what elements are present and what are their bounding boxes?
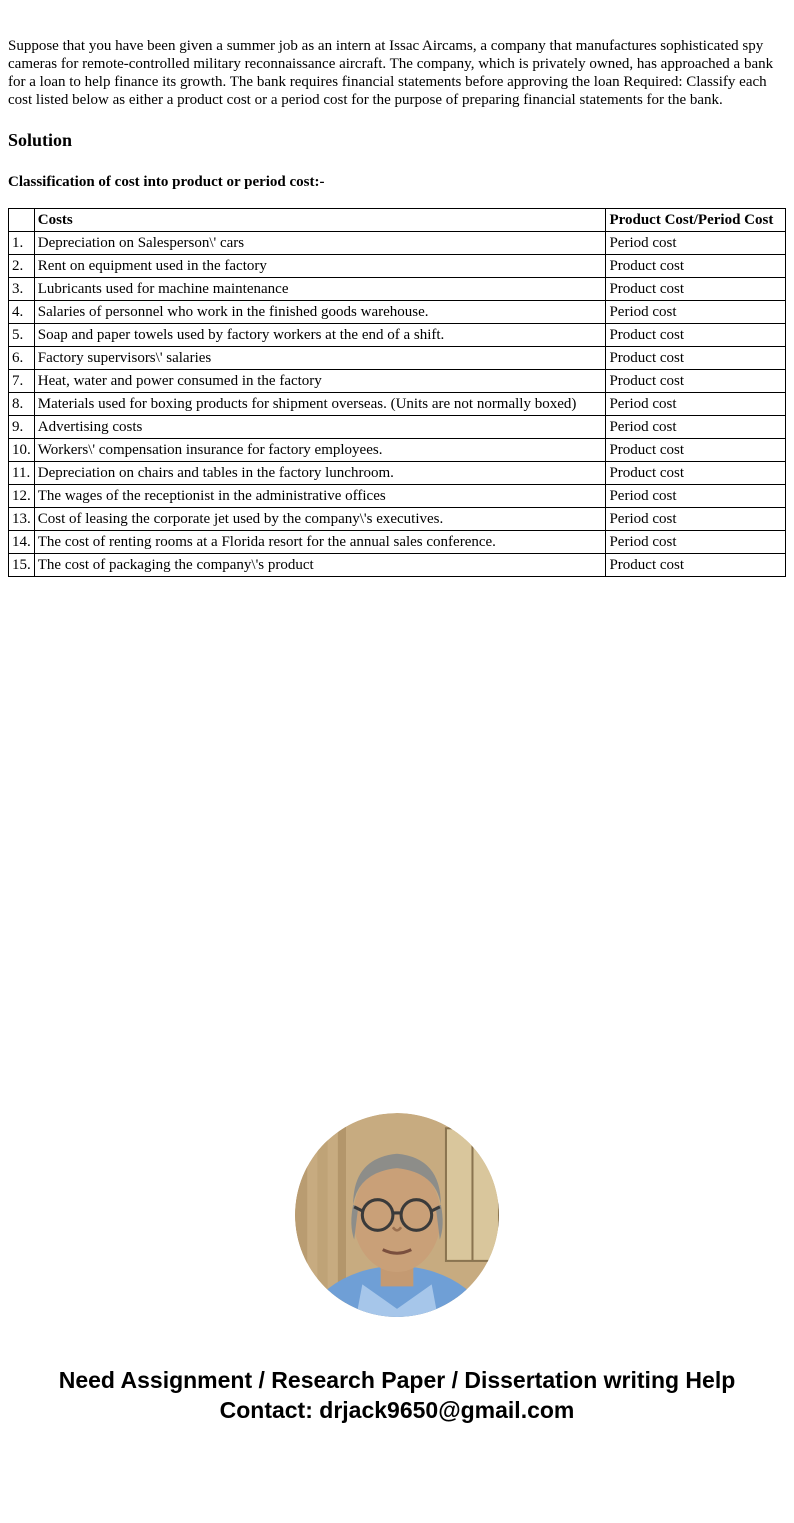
row-number: 5. bbox=[9, 324, 35, 347]
table-row bbox=[9, 301, 786, 324]
table-row bbox=[9, 370, 786, 393]
row-number: 9. bbox=[9, 416, 35, 439]
classification-subheading: Classification of cost into product or period cost:- bbox=[8, 174, 325, 190]
table-row bbox=[9, 531, 786, 554]
row-number: 15. bbox=[9, 554, 35, 577]
cost-description: The cost of packaging the company\'s product bbox=[34, 554, 606, 577]
cost-classification: Period cost bbox=[606, 485, 786, 508]
problem-statement: Suppose that you have been given a summer job as an intern at Issac Aircams, a company that manufactures sophisticated spy cameras for remote-controlled military reconnaissance aircraft. The company, which is privately owned, has approached a bank for a loan to help finance its growth. The bank requires financial statements before approving the loan Required: Classify each cost listed below as either a product cost or a period cost for the purpose of preparing financial statements for the bank. bbox=[8, 38, 774, 108]
cost-classification: Product cost bbox=[606, 439, 786, 462]
table-row bbox=[9, 255, 786, 278]
table-row bbox=[9, 439, 786, 462]
table-row bbox=[9, 324, 786, 347]
row-number: 2. bbox=[9, 255, 35, 278]
row-number: 13. bbox=[9, 508, 35, 531]
footer-help-text: Need Assignment / Research Paper / Dissertation writing Help bbox=[58, 1367, 736, 1393]
cost-description: The wages of the receptionist in the administrative offices bbox=[34, 485, 606, 508]
table-row bbox=[9, 347, 786, 370]
solution-heading: Solution bbox=[8, 130, 73, 150]
cost-description: Lubricants used for machine maintenance bbox=[34, 278, 606, 301]
table-row bbox=[9, 232, 786, 255]
row-number: 4. bbox=[9, 301, 35, 324]
cost-classification: Product cost bbox=[606, 370, 786, 393]
tutor-photo bbox=[295, 1113, 499, 1317]
header-costs: Costs bbox=[34, 209, 606, 232]
cost-description: Advertising costs bbox=[34, 416, 606, 439]
cost-description: Depreciation on Salesperson\' cars bbox=[34, 232, 606, 255]
cost-classification: Period cost bbox=[606, 508, 786, 531]
table-row bbox=[9, 416, 786, 439]
row-number: 8. bbox=[9, 393, 35, 416]
person-portrait-image bbox=[295, 1113, 499, 1317]
cost-classification: Product cost bbox=[606, 278, 786, 301]
advertisement-footer bbox=[8, 1365, 786, 1451]
header-classification: Product Cost/Period Cost bbox=[606, 209, 786, 232]
cost-description: Cost of leasing the corporate jet used by the company\'s executives. bbox=[34, 508, 606, 531]
cost-classification: Product cost bbox=[606, 554, 786, 577]
header-row-number bbox=[9, 209, 35, 232]
table-row bbox=[9, 485, 786, 508]
cost-description: Rent on equipment used in the factory bbox=[34, 255, 606, 278]
row-number: 6. bbox=[9, 347, 35, 370]
cost-description: Workers\' compensation insurance for factory employees. bbox=[34, 439, 606, 462]
table-row bbox=[9, 393, 786, 416]
cost-classification: Product cost bbox=[606, 324, 786, 347]
row-number: 10. bbox=[9, 439, 35, 462]
cost-description: The cost of renting rooms at a Florida resort for the annual sales conference. bbox=[34, 531, 606, 554]
table-row bbox=[9, 508, 786, 531]
table-header-row bbox=[9, 209, 786, 232]
cost-classification: Product cost bbox=[606, 255, 786, 278]
row-number: 12. bbox=[9, 485, 35, 508]
row-number: 1. bbox=[9, 232, 35, 255]
cost-description: Soap and paper towels used by factory workers at the end of a shift. bbox=[34, 324, 606, 347]
cost-classification: Product cost bbox=[606, 347, 786, 370]
cost-description: Materials used for boxing products for shipment overseas. (Units are not normally boxed) bbox=[34, 393, 606, 416]
table-row bbox=[9, 462, 786, 485]
row-number: 3. bbox=[9, 278, 35, 301]
row-number: 14. bbox=[9, 531, 35, 554]
table-row bbox=[9, 554, 786, 577]
cost-classification: Period cost bbox=[606, 232, 786, 255]
cost-classification-table bbox=[8, 208, 786, 577]
row-number: 11. bbox=[9, 462, 35, 485]
cost-description: Salaries of personnel who work in the finished goods warehouse. bbox=[34, 301, 606, 324]
cost-classification: Period cost bbox=[606, 301, 786, 324]
cost-description: Depreciation on chairs and tables in the factory lunchroom. bbox=[34, 462, 606, 485]
row-number: 7. bbox=[9, 370, 35, 393]
footer-contact-email: Contact: drjack9650@gmail.com bbox=[219, 1397, 575, 1423]
cost-classification: Period cost bbox=[606, 393, 786, 416]
cost-classification: Product cost bbox=[606, 462, 786, 485]
cost-description: Heat, water and power consumed in the factory bbox=[34, 370, 606, 393]
cost-description: Factory supervisors\' salaries bbox=[34, 347, 606, 370]
table-row bbox=[9, 278, 786, 301]
cost-classification: Period cost bbox=[606, 531, 786, 554]
avatar-container bbox=[8, 1113, 786, 1317]
cost-classification: Period cost bbox=[606, 416, 786, 439]
